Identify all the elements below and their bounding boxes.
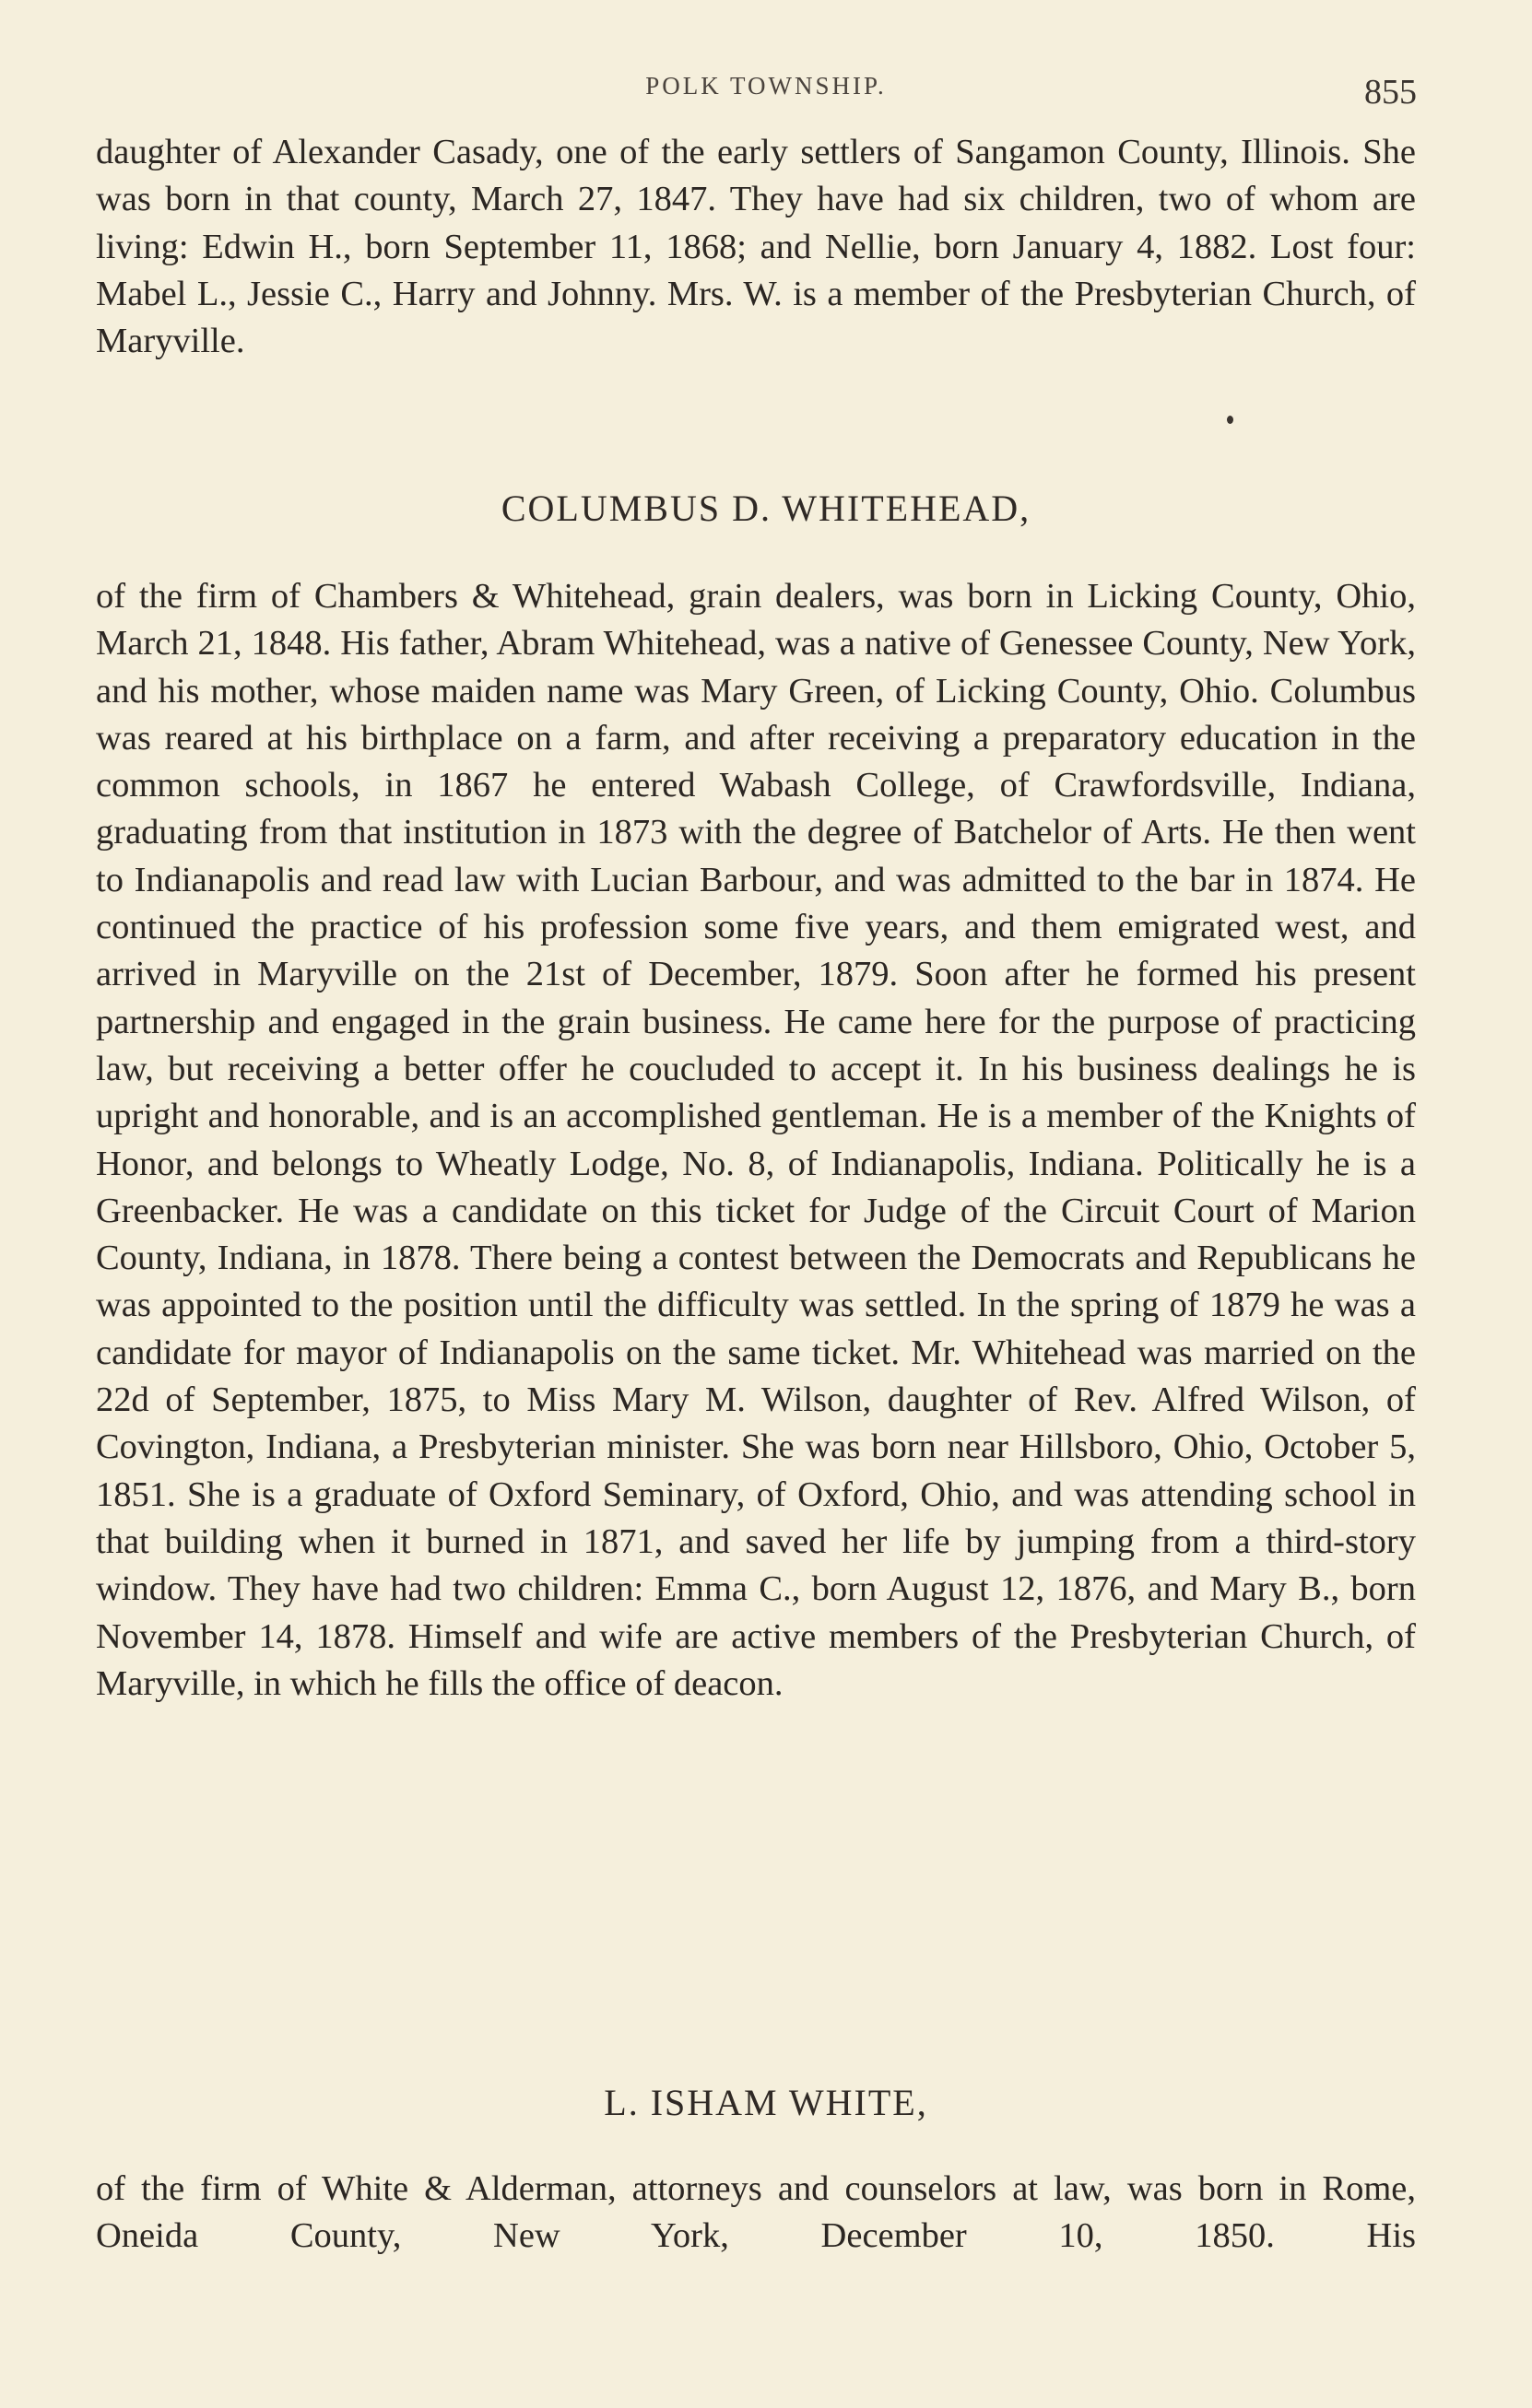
page-number: 855 xyxy=(1364,73,1417,112)
whitehead-biography xyxy=(96,573,1416,1708)
ink-speck xyxy=(1227,416,1233,424)
running-title: POLK TOWNSHIP. xyxy=(645,72,887,100)
whitehead-heading: COLUMBUS D. WHITEHEAD, xyxy=(501,487,1031,529)
whitehead-paragraph: of the firm of Chambers & Whitehead, grain dealers, was born in Licking County, Ohio, March 21, 1848. His father, Abram Whitehead, was a native of Genessee County, New York, and his mother, whose maiden name was Mary Green, of Licking County, Ohio. Columbus was reared at his birthplace on a farm, and after receiving a preparatory education in the common schools, in 1867 he entered Wabash College, of Crawfordsville, Indiana, graduating from that institution in 1873 with the degree of Batchelor of Arts. He then went to Indianapolis and read law with Lucian Barbour, and was admitted to the bar in 1874. He continued the practice of his profession some five years, and them emigrated west, and arrived in Maryville on the 21st of December, 1879. Soon after he formed his present partnership and engaged in the grain business. He came here for the purpose of practicing law, but receiving a better offer he coucluded to accept it. In his business dealings he is upright and honorable, and is an accomplished gentleman. He is a member of the Knights of Honor, and belongs to Wheatly Lodge, No. 8, of Indianapolis, Indiana. Politically he is a Greenbacker. He was a candidate on this ticket for Judge of the Circuit Court of Marion County, Indiana, in 1878. There being a contest between the Democrats and Republicans he was appointed to the position until the difficulty was settled. In the spring of 1879 he was a candidate for mayor of Indianapolis on the same ticket. Mr. Whitehead was married on the 22d of September, 1875, to Miss Mary M. Wilson, daughter of Rev. Alfred Wilson, of Covington, Indiana, a Presbyterian minister. She was born near Hillsboro, Ohio, October 5, 1851. She is a graduate of Oxford Seminary, of Oxford, Ohio, and was attending school in that building when it burned in 1871, and saved her life by jumping from a third-story window. They have had two children: Emma C., born August 12, 1876, and Mary B., born November 14, 1878. Himself and wife are active members of the Presbyterian Church, of Maryville, in which he fills the office of deacon. xyxy=(96,577,1416,1703)
continued-biography xyxy=(96,129,1416,365)
white-paragraph: of the firm of White & Alderman, attorneys and counselors at law, was born in Rome, Oneida County, New York, December 10, 1850. His xyxy=(96,2169,1416,2256)
running-head xyxy=(0,72,1532,112)
white-biography xyxy=(96,2166,1416,2261)
white-heading: L. ISHAM WHITE, xyxy=(604,2082,928,2123)
continued-paragraph: daughter of Alexander Casady, one of the early settlers of Sangamon County, Illinois. She was born in that county, March 27, 1847. They have had six children, two of whom are living: Edwin H., born September 11, 1868; and Nellie, born January 4, 1882. Lost four: Mabel L., Jessie C., Harry and Johnny. Mrs. W. is a member of the Presbyterian Church, of Maryville. xyxy=(96,133,1416,361)
